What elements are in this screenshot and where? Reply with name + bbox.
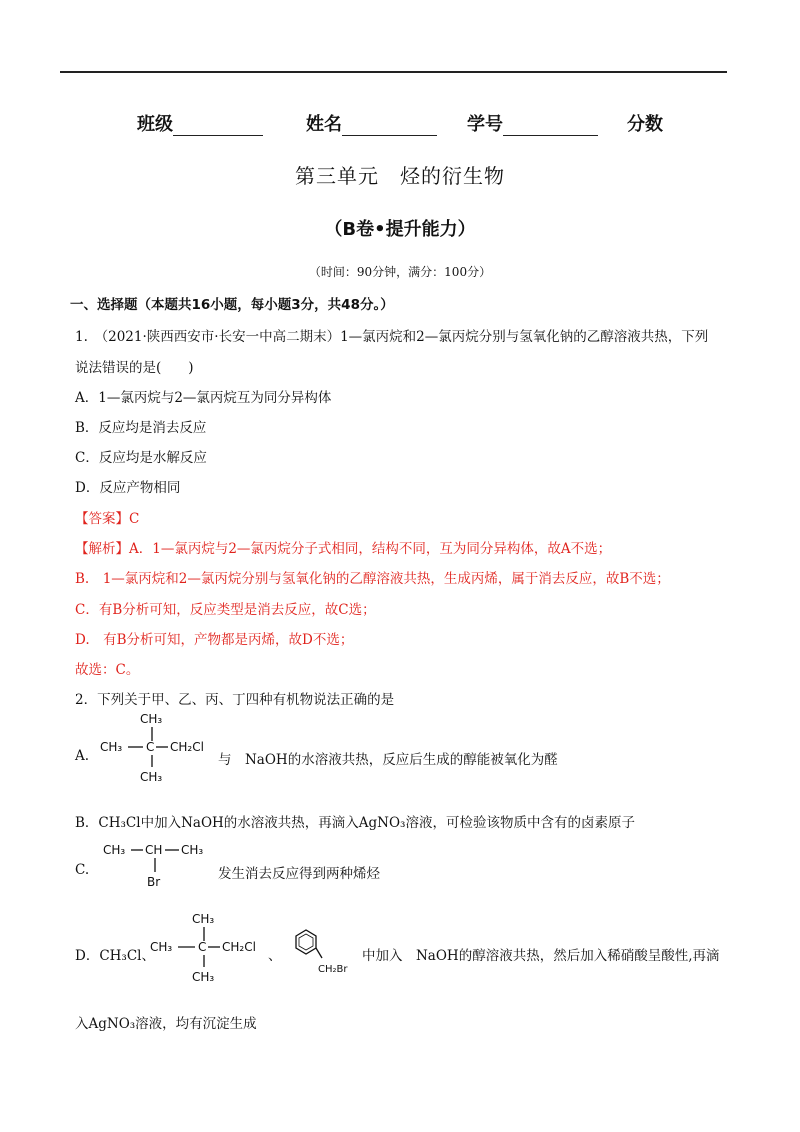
q2-option-b: B．CH₃Cl中加入NaOH的水溶液共热，再滴入AgNO₃溶液，可检验该物质中含有的卤素原子 <box>75 815 635 831</box>
structure-d-neopentyl-chloride <box>150 905 270 987</box>
struct-c-ch3-right: CH₃ <box>181 843 204 857</box>
q1-answer: 【答案】C <box>75 511 140 527</box>
q2-option-c-text: 发生消去反应得到两种烯烃 <box>218 866 380 882</box>
score-field <box>627 110 663 136</box>
q1-analysis-a: 【解析】A．1—氯丙烷与2—氯丙烷分子式相同，结构不同，互为同分异构体，故A不选； <box>75 541 612 557</box>
struct-a-ch3-bottom: CH₃ <box>140 770 163 784</box>
struct-d-center-c: C <box>198 940 207 954</box>
class-blank[interactable] <box>173 117 263 136</box>
struct-d-ch2br: CH₂Br <box>318 964 348 975</box>
q1-analysis-c: C．有B分析可知，反应类型是消去反应，故C选； <box>75 602 376 618</box>
struct-d-bond-ring-ch2 <box>316 948 322 958</box>
q2-option-c-label: C. <box>75 862 90 878</box>
struct-a-ch3-left: CH₃ <box>100 740 123 754</box>
name-label: 姓名 <box>306 114 342 135</box>
top-rule <box>60 71 727 73</box>
struct-d-benzene-inner <box>299 934 313 950</box>
struct-a-center-c: C <box>146 740 155 754</box>
q2-option-d-continued: 入AgNO₃溶液，均有沉淀生成 <box>75 1016 257 1032</box>
student-id-field <box>467 110 598 136</box>
structure-d-benzyl-bromide <box>282 922 362 982</box>
q1-analysis-d: D. 有B分析可知，产物都是丙烯，故D不选； <box>75 632 354 648</box>
page-title: 第三单元 烃的衍生物 <box>295 164 505 188</box>
q1-conclusion: 故选：C。 <box>75 662 140 678</box>
q2-option-d-text: 中加入 NaOH的醇溶液共热，然后加入稀硝酸呈酸性,再滴 <box>362 948 720 964</box>
score-label: 分数 <box>627 114 663 135</box>
section-heading: 一、选择题（本题共16小题，每小题3分，共48分。） <box>70 297 394 313</box>
struct-d-ch3-top: CH₃ <box>192 912 215 926</box>
student-id-blank[interactable] <box>503 117 598 136</box>
name-field <box>306 110 437 136</box>
q1-option-a: A．1—氯丙烷与2—氯丙烷互为同分异构体 <box>75 390 332 406</box>
q2-option-d-separator: 、 <box>268 948 282 964</box>
time-info: （时间：90分钟，满分：100分） <box>308 265 492 279</box>
struct-d-ch2cl: CH₂Cl <box>222 940 256 954</box>
struct-d-ch3-bottom: CH₃ <box>192 970 215 984</box>
q1-stem-line1: 1. （2021·陕西西安市·长安一中高二期末）1—氯丙烷和2—氯丙烷分别与氢氧化钠的乙醇溶液共热，下列 <box>75 329 709 345</box>
structure-c-2-bromopropane <box>103 836 218 892</box>
struct-c-ch: CH <box>145 843 163 857</box>
class-field <box>137 110 263 136</box>
class-label: 班级 <box>137 114 173 135</box>
student-id-label: 学号 <box>467 114 503 135</box>
structure-a-neopentyl-chloride <box>100 705 220 785</box>
q2-option-d-label: D．CH₃Cl、 <box>75 948 155 964</box>
q1-analysis-b: B. 1—氯丙烷和2—氯丙烷分别与氢氧化钠的乙醇溶液共热，生成丙烯，属于消去反应，故B不选； <box>75 571 670 587</box>
struct-c-br: Br <box>147 875 161 889</box>
struct-a-ch3-top: CH₃ <box>140 712 163 726</box>
struct-a-ch2cl: CH₂Cl <box>170 740 204 754</box>
name-blank[interactable] <box>342 117 437 136</box>
q2-stem: 2．下列关于甲、乙、丙、丁四种有机物说法正确的是 <box>75 692 395 708</box>
struct-c-ch3-left: CH₃ <box>103 843 126 857</box>
page-subtitle: （B卷•提升能力） <box>324 219 476 240</box>
q2-option-a-text: 与 NaOH的水溶液共热，反应后生成的醇能被氧化为醛 <box>218 752 558 768</box>
struct-d-ch3-left: CH₃ <box>150 940 173 954</box>
q1-option-c: C．反应均是水解反应 <box>75 450 207 466</box>
q1-option-b: B．反应均是消去反应 <box>75 420 207 436</box>
q1-option-d: D．反应产物相同 <box>75 480 181 496</box>
q2-option-a-label: A. <box>75 748 90 764</box>
q1-stem-line2: 说法错误的是( ) <box>75 360 194 376</box>
